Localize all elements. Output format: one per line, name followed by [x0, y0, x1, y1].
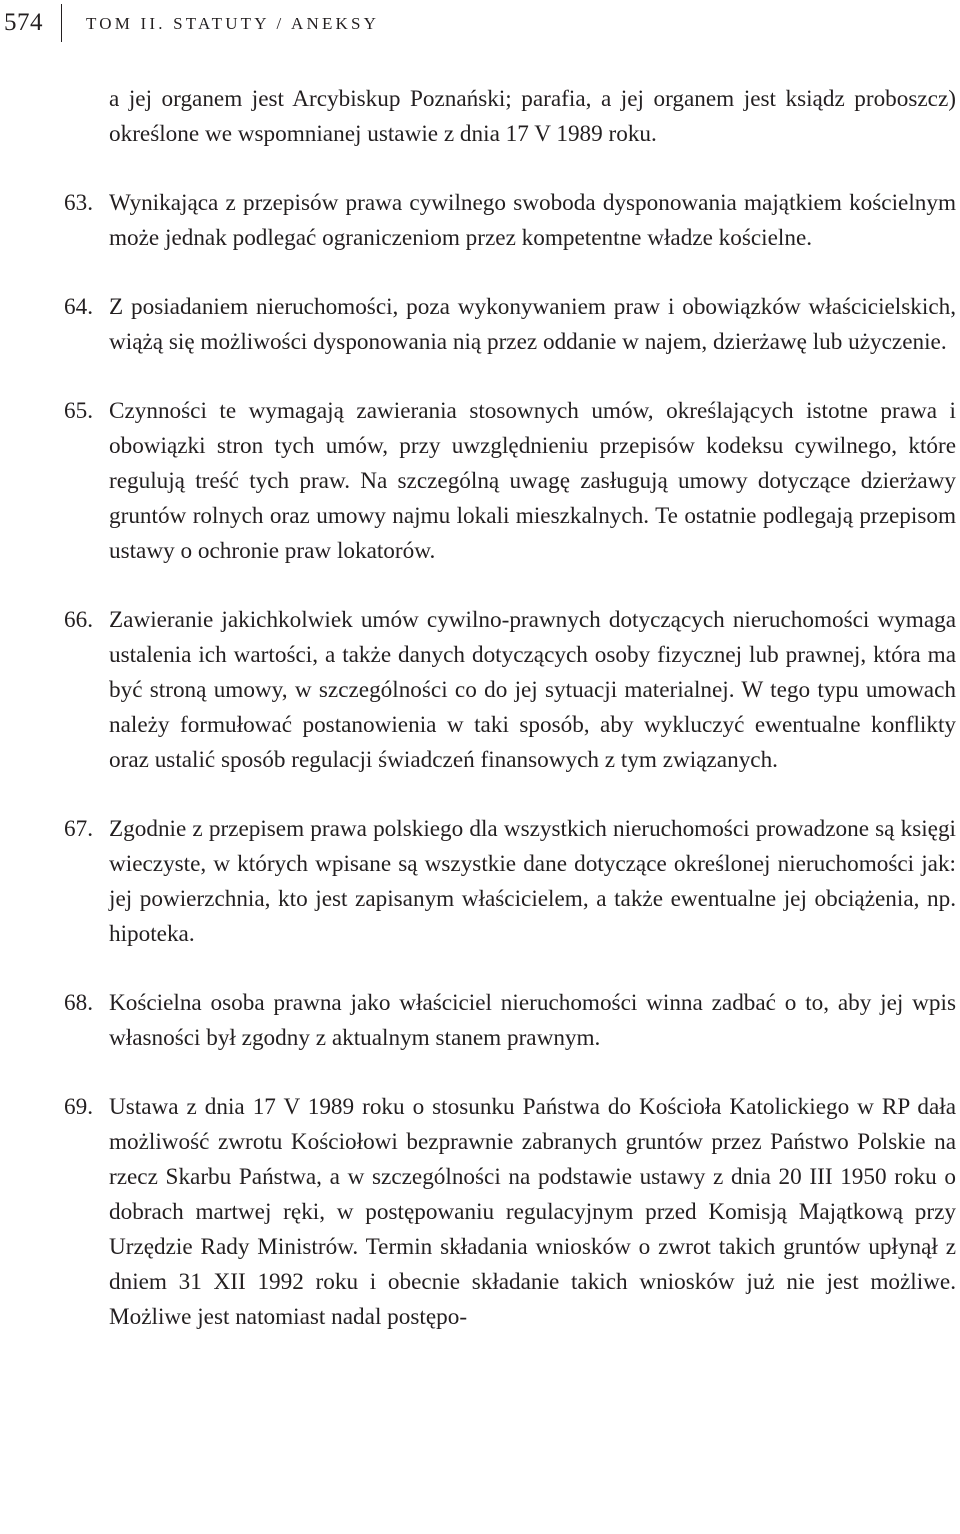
paragraph-69	[0, 1090, 956, 1335]
paragraph-67	[0, 812, 956, 952]
paragraph-text: Czynności te wymagają zawierania stosownych umów, określających istotne prawa i obowiązki stron tych umów, przy uwzględnieniu przepisów kodeksu cywilnego, które regulują treść tych praw. Na szczególną uwagę zasługują umowy dotyczące dzierżawy gruntów rolnych oraz umowy najmu lokali mieszkalnych. Te ostatnie podlegają przepisom ustawy o ochronie praw lokatorów.	[109, 398, 956, 564]
page-body	[0, 82, 960, 1335]
header-divider	[61, 4, 62, 42]
paragraph-text: Z posiadaniem nieruchomości, poza wykonywaniem praw i obowiązków właścicielskich, wiążą się możliwości dysponowania nią przez oddanie w najem, dzierżawę lub użyczenie.	[109, 294, 956, 355]
paragraph-number: 64.	[64, 294, 93, 320]
paragraph-text: Wynikająca z przepisów prawa cywilnego swoboda dysponowania majątkiem kościelnym może jednak podlegać ograniczeniom przez kompetentne władze kościelne.	[109, 190, 956, 251]
paragraph-number: 69.	[64, 1094, 93, 1120]
paragraph-text: Kościelna osoba prawna jako właściciel nieruchomości winna zadbać o to, aby jej wpis własności był zgodny z aktualnym stanem prawnym.	[109, 990, 956, 1051]
paragraph-text: Ustawa z dnia 17 V 1989 roku o stosunku Państwa do Kościoła Katolickiego w RP dała możliwość zwrotu Kościołowi bezprawnie zabranych gruntów przez Państwo Polskie na rzecz Skarbu Państwa, a w szczególności na podstawie ustawy z dnia 20 III 1950 roku o dobrach martwej ręki, w postępowaniu regulacyjnym przed Komisją Majątkową przy Urzędzie Rady Ministrów. Termin składania wniosków o zwrot takich gruntów upłynął z dniem 31 XII 1992 roku i obecnie składanie takich wniosków już nie jest możliwe. Możliwe jest natomiast nadal postępo-	[109, 1094, 956, 1330]
paragraph-number: 66.	[64, 607, 93, 633]
paragraph-65	[0, 394, 956, 569]
paragraph-66	[0, 603, 956, 778]
paragraph-68	[0, 986, 956, 1056]
paragraph-number: 63.	[64, 190, 93, 216]
page-header	[0, 0, 960, 48]
paragraph-63	[0, 186, 956, 256]
running-title: TOM II. STATUTY / ANEKSY	[86, 14, 380, 33]
paragraph-number: 65.	[64, 398, 93, 424]
paragraph-continuation	[0, 82, 956, 152]
paragraph-number: 67.	[64, 816, 93, 842]
paragraph-64	[0, 290, 956, 360]
paragraph-text: Zawieranie jakichkolwiek umów cywilno-prawnych dotyczących nieruchomości wymaga ustalenia ich wartości, a także danych dotyczących osoby fizycznej lub prawnej, która ma być stroną umowy, w szczególności co do jej sytuacji materialnej. W tego typu umowach należy formułować postanowienia w taki sposób, aby wykluczyć ewentualne konflikty oraz ustalić sposób regulacji świadczeń finansowych z tym związanych.	[109, 607, 956, 773]
paragraph-number: 68.	[64, 990, 93, 1016]
paragraph-text: Zgodnie z przepisem prawa polskiego dla wszystkich nieruchomości prowadzone są księgi wieczyste, w których wpisane są wszystkie dane dotyczące określonej nieruchomości jak: jej powierzchnia, kto jest zapisanym właścicielem, a także ewentualne jej obciążenia, np. hipoteka.	[109, 816, 956, 947]
paragraph-text: a jej organem jest Arcybiskup Poznański; parafia, a jej organem jest ksiądz proboszcz) określone we wspomnianej ustawie z dnia 17 V 1989 roku.	[109, 86, 956, 147]
page-number: 574	[4, 9, 43, 36]
